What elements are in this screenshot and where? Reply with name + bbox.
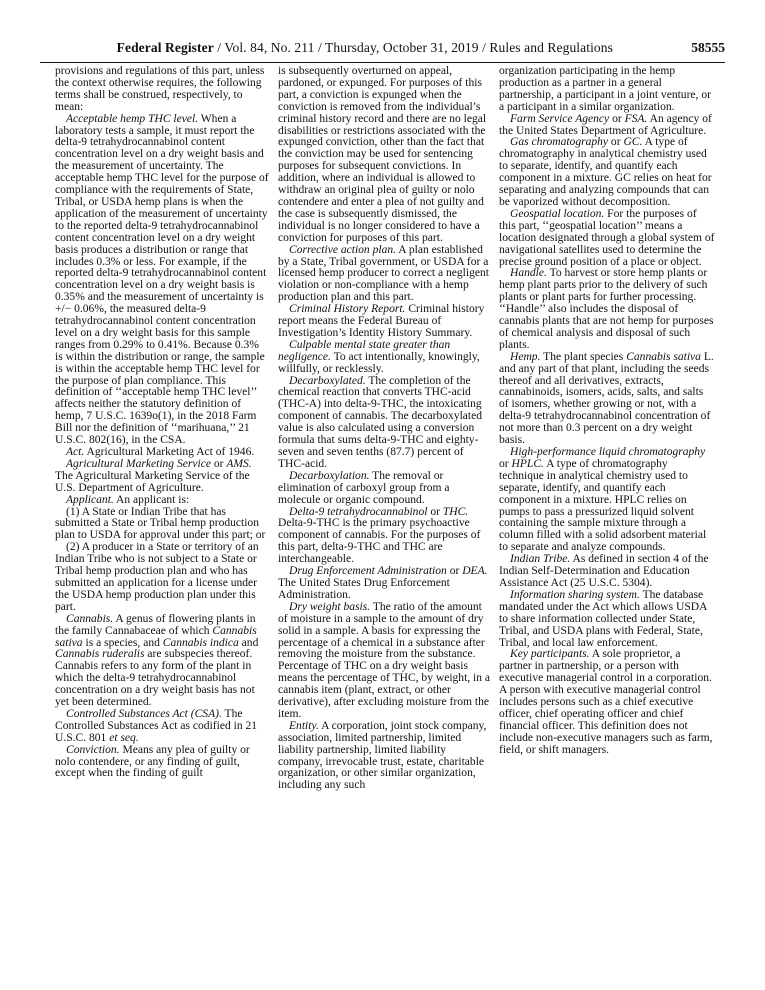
paragraph: [499, 66, 715, 114]
issue-info: / Vol. 84, No. 211 / Thursday, October 31, 2019 / Rules and Regulations: [213, 40, 613, 55]
defined-term: HPLC.: [511, 457, 544, 470]
body-text: is a species, and: [82, 636, 163, 649]
body-text: For the purposes of this part, ‘‘geospatial location’’ means a location designated through a global system of navigational satellites used to determine the precise ground position of a place or object.: [499, 207, 715, 268]
defined-term: Cannabis.: [66, 612, 114, 625]
body-text: An applicant is:: [113, 493, 190, 506]
body-text: or: [608, 136, 624, 149]
defined-term: Drug Enforcement Administration: [289, 565, 447, 578]
defined-term: Culpable mental state greater than negligence.: [278, 338, 451, 363]
body-text: (2) A producer in a State or territory of an Indian Tribe who is not subject to a State or Tribal hemp production plan and who has submitted an application for a license under the USDA hemp production plan under this part.: [55, 541, 259, 613]
paragraph: [278, 376, 492, 471]
paragraph: [278, 507, 492, 567]
body-text: or: [210, 457, 227, 470]
paragraph: [278, 66, 492, 245]
defined-term: AMS.: [226, 457, 252, 470]
paragraph: [55, 66, 269, 114]
defined-term: Cannabis ruderalis: [55, 648, 145, 661]
defined-term: Geospatial location.: [510, 207, 605, 220]
body-text: and: [238, 636, 259, 649]
body-text: The removal or elimination of carboxyl group from a molecule or organic compound.: [278, 469, 450, 506]
paragraph: [55, 507, 269, 543]
defined-term: Acceptable hemp THC level.: [66, 112, 199, 125]
body-text: A type of chromatography in analytical chemistry used to separate, identify, and quantify each component in a mixture. GC relies on heat for separating and analyzing compounds that can be vaporized without decomposition.: [499, 136, 712, 208]
defined-term: High-performance liquid chromatography: [510, 446, 706, 458]
body-text: The United States Drug Enforcement Administration.: [278, 576, 450, 601]
body-text: A plan established by a State, Tribal government, or USDA for a licensed hemp producer to correct a negligent violation or non-compliance with a hemp production plan and this part.: [278, 243, 489, 304]
paragraph: [278, 471, 492, 507]
body-text: The Agricultural Marketing Service of the U.S. Department of Agriculture.: [55, 469, 250, 494]
defined-term: Act.: [66, 446, 85, 458]
paragraph: [278, 566, 492, 602]
paragraph: [278, 304, 492, 340]
body-text: Delta-9-THC is the primary psychoactive component of cannabis. For the purposes of this part, delta-9-THC and THC are interchangeable.: [278, 517, 481, 566]
defined-term: Delta-9 tetrahydrocannabinol: [289, 505, 428, 518]
defined-term: GC.: [623, 136, 643, 149]
defined-term: Decarboxylation.: [289, 469, 370, 482]
paragraph: [278, 340, 492, 376]
publication-name: Federal Register: [116, 40, 214, 55]
body-text: or: [446, 565, 463, 578]
body-text: The completion of the chemical reaction that converts THC-acid (THC-A) into delta-9-THC, the intoxicating component of cannabis. The decarboxylated value is also calculated using a conversion formula that sums delta-9-THC and eighty-seven and seven tenths (87.7) percent of THC-acid.: [278, 374, 483, 470]
paragraph: [278, 245, 492, 305]
defined-term: Cannabis sativa: [626, 350, 701, 363]
body-text: As defined in section 4 of the Indian Self-Determination and Education Assistance Act (25 U.S.C. 5304).: [499, 553, 709, 589]
body-text: A type of chromatography technique in analytical chemistry used to separate, identify, and quantify each component in a mixture. HPLC relies on pumps to pass a pressurized liquid solvent containing the sample mixture through a column filled with a solid adsorbent material to separate and analyze compounds.: [499, 457, 707, 554]
paragraph: [499, 554, 715, 590]
paragraph: [499, 352, 715, 447]
defined-term: Key participants.: [510, 648, 590, 661]
body-text: The database mandated under the Act which allows USDA to share information collected under State, Tribal, and USDA plans with Federal, State, Tribal, and local law enforcement.: [499, 588, 707, 649]
defined-term: FSA.: [624, 112, 648, 125]
defined-term: Applicant.: [66, 493, 114, 506]
body-text: (1) A State or Indian Tribe that has submitted a State or Tribal hemp production plan to USDA for approval under this part; or: [55, 505, 266, 542]
body-text: provisions and regulations of this part, unless the context otherwise requires, the following terms shall be construed, respectively, to mean:: [55, 65, 265, 113]
defined-term: Dry weight basis.: [289, 600, 371, 613]
body-text: An agency of the United States Department of Agriculture.: [499, 112, 712, 137]
body-text: are subspecies thereof. Cannabis refers to any form of the plant in which the delta-9 tetrahydrocannabinol concentration on a dry weight basis has not yet been determined.: [55, 648, 255, 709]
body-text: When a laboratory tests a sample, it must report the delta-9 tetrahydrocannabinol content concentration level on a dry weight basis and the measurement of uncertainty. The acceptable hemp THC level for the purpose of compliance with the requirements of State, Tribal, or USDA hemp plans is when the application of the measurement of uncertainty to the reported delta-9 tetrahydrocannabinol content concentration level on a dry weight basis produces a distribution or range that includes 0.3% or less. For example, if the reported delta-9 tetrahydrocannabinol content concentration level on a dry weight basis is 0.35% and the measurement of uncertainty is +/− 0.06%, the measured delta-9 tetrahydrocannabinol content concentration level on a dry weight basis for this sample ranges from 0.29% to 0.41%. Because 0.3% is within the distribution or range, the sample is within the acceptable hemp THC level for the purpose of plan compliance. This definition of ‘‘acceptable hemp THC level’’ affects neither the statutory definition of hemp, 7 U.S.C. 1639o(1), in the 2018 Farm Bill nor the definition of ‘‘marihuana,’’ 21 U.S.C. 802(16), in the CSA.: [55, 112, 269, 447]
defined-term: Indian Tribe.: [510, 553, 571, 566]
paragraph: [55, 459, 269, 495]
body-text: The ratio of the amount of moisture in a sample to the amount of dry solid in a sample. A basis for expressing the percentage of a chemical in a substance after removing the moisture from the substance. Percentage of THC on a dry weight basis means the percentage of THC, by weight, in a cannabis item (plant, extract, or other derivative), after excluding moisture from the item.: [278, 600, 491, 720]
defined-term: Decarboxylated.: [289, 374, 366, 387]
body-text: The plant species: [540, 350, 627, 363]
defined-term: Cannabis indica: [162, 636, 239, 649]
body-text: Means any plea of guilty or nolo contendere, or any finding of guilt, except when the finding of guilt: [55, 743, 250, 780]
column-1: [55, 66, 269, 780]
defined-term: Corrective action plan.: [289, 243, 397, 256]
defined-term: Entity.: [289, 719, 319, 732]
body-text: To act intentionally, knowingly, willfully, or recklessly.: [278, 350, 480, 375]
body-text: or: [427, 505, 443, 518]
body-text: organization participating in the hemp production as a partner in a general partnership, a participant in a joint venture, or a participant in a similar organization.: [499, 65, 711, 113]
defined-term: Farm Service Agency: [510, 112, 610, 125]
defined-term: Agricultural Marketing Service: [66, 457, 211, 470]
body-text: To harvest or store hemp plants or hemp plant parts prior to the delivery of such plants or plant parts for further processing. ‘‘Handle’’ also includes the disposal of cannabis plants that are not hemp for purposes of chemical analysis and disposal of such plants.: [499, 267, 714, 351]
body-text: The Controlled Substances Act as codified in 21 U.S.C. 801: [55, 707, 258, 744]
defined-term: DEA.: [462, 565, 488, 578]
paragraph: [499, 590, 715, 650]
defined-term: Hemp.: [510, 350, 541, 363]
defined-term: Cannabis sativa: [55, 624, 257, 649]
body-text: Criminal history report means the Federal Bureau of Investigation’s Identity History Summary.: [278, 303, 485, 339]
paragraph: [499, 209, 715, 269]
column-2: [278, 66, 492, 792]
body-text: A sole proprietor, a partner in partnership, or a person with executive managerial control in a corporation. A person with executive managerial control includes persons such as a chief executive officer, chief operating officer and chief financial officer. This definition does not include non-executive managers such as farm, field, or shift managers.: [499, 648, 713, 756]
paragraph: [55, 614, 269, 709]
defined-term: THC.: [442, 505, 469, 518]
body-text: or: [499, 457, 512, 470]
paragraph: [55, 709, 269, 745]
body-text: Agricultural Marketing Act of 1946.: [84, 446, 255, 458]
defined-term: et seq.: [109, 731, 139, 744]
defined-term: Gas chromatography: [510, 136, 609, 149]
defined-term: Handle.: [510, 267, 547, 280]
running-head: [117, 40, 613, 56]
body-text: L. and any part of that plant, including the seeds thereof and all derivatives, extracts, cannabinoids, isomers, acids, salts, and salts of isomers, whether growing or not, with a delta-9 tetrahydrocannabinol concentration of not more than 0.3 percent on a dry weight basis.: [499, 350, 714, 447]
paragraph: [55, 542, 269, 613]
body-text: A corporation, joint stock company, association, limited partnership, limited liability partnership, limited liability company, irrevocable trust, estate, charitable organization, or other similar organization, including any such: [278, 719, 487, 792]
paragraph: [278, 721, 492, 792]
page-number: 58555: [691, 40, 725, 55]
paragraph: [499, 268, 715, 351]
defined-term: Controlled Substances Act (CSA).: [66, 707, 222, 720]
body-text: is subsequently overturned on appeal, pardoned, or expunged. For purposes of this part, a conviction is expunged when the conviction is removed from the individual’s criminal history record and there are no legal disabilities or restrictions associated with the expunged conviction, other than the fact that the conviction may be used for sentencing purposes for subsequent convictions. In addition, where an individual is allowed to withdraw an original plea of guilty or nolo contendere and enter a plea of not guilty and the case is subsequently dismissed, the individual is no longer considered to have a conviction for purposes of this part.: [278, 65, 487, 244]
body-text: A genus of flowering plants in the family Cannabaceae of which: [55, 612, 256, 637]
column-3: [499, 66, 715, 757]
defined-term: Information sharing system.: [510, 588, 640, 601]
body-text: or: [609, 112, 625, 125]
header-rule: [40, 62, 725, 63]
paragraph: [499, 137, 715, 208]
paragraph: [55, 114, 269, 447]
paragraph: [499, 447, 715, 554]
defined-term: Criminal History Report.: [289, 303, 406, 316]
paragraph: [499, 114, 715, 138]
paragraph: [499, 649, 715, 756]
paragraph: [55, 745, 269, 781]
paragraph: [278, 602, 492, 721]
defined-term: Conviction.: [66, 743, 120, 756]
page-header: [40, 36, 725, 58]
